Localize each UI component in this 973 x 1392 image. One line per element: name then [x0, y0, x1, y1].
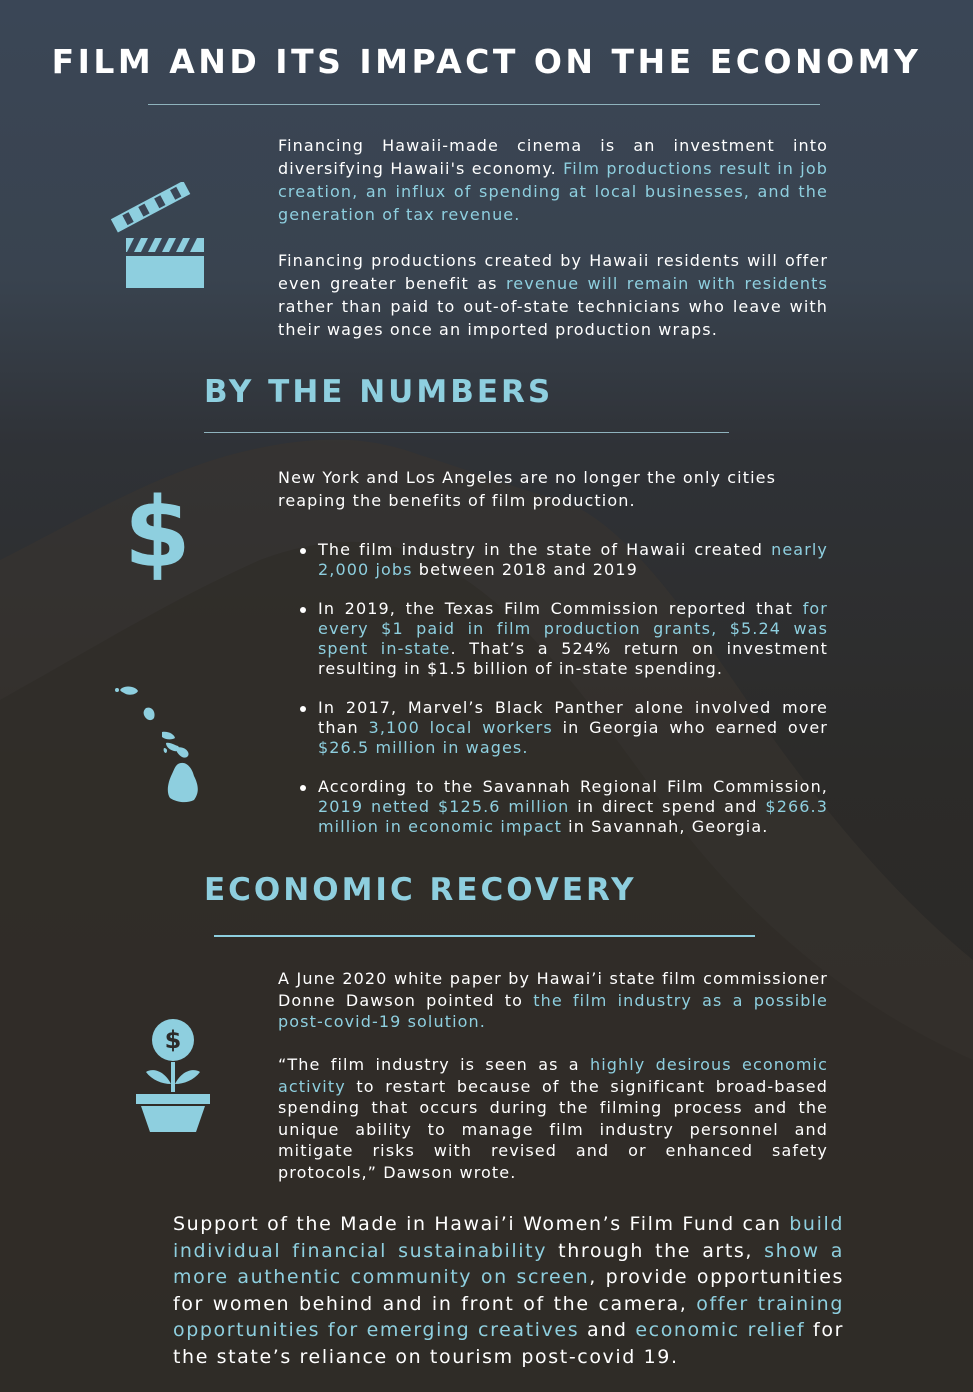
list-item: In 2019, the Texas Film Commission reported that for every $1 paid in film production grants, $5.24 was spent in-state. That’s a 524% return on investment resulting in $1.5 billion of in-state spending. [278, 599, 828, 679]
intro-paragraph-1: Financing Hawaii-made cinema is an investment into diversifying Hawaii's economy. Film productions result in job creation, an influx of spending at local businesses, and the generation of tax revenue. [278, 136, 828, 224]
recovery-paragraph-1: A June 2020 white paper by Hawai’i state film commissioner Donne Dawson pointed to the film industry as a possible post-covid-19 solution. [278, 969, 829, 1031]
dollar-sign-icon: $ [124, 477, 191, 589]
recovery-highlight-2: highly desirous economic activity [278, 1055, 828, 1096]
intro-paragraph-2: Financing productions created by Hawaii residents will offer even greater benefit as revenue will remain with residents rather than paid to out-of-state technicians who leave with their wages once an imported production wraps. [278, 251, 828, 339]
clapperboard-icon [110, 182, 208, 290]
page-title: FILM AND ITS IMPACT ON THE ECONOMY [51, 42, 922, 81]
numbers-intro: New York and Los Angeles are no longer the only cities reaping the benefits of film production. [278, 468, 777, 510]
recovery-heading: ECONOMIC RECOVERY [204, 872, 637, 908]
money-plant-dollar: $ [164, 1026, 182, 1054]
numbers-heading: BY THE NUMBERS [204, 374, 554, 410]
closing-paragraph: Support of the Made in Hawai’i Women’s Film Fund can build individual financial sustainability through the arts, show a more authentic community on screen, provide opportunities for women behind and in front of the camera, offer training opportunities for emerging creatives and economic relief for the state’s reliance on tourism post-covid 19. [173, 1213, 844, 1368]
hawaii-islands-icon [106, 682, 206, 806]
title-divider [148, 104, 820, 105]
intro-highlight-1: Film productions result in job creation, an influx of spending at local businesses, and the generation of tax revenue. [278, 159, 828, 224]
money-plant-icon [132, 1018, 214, 1134]
list-item: The film industry in the state of Hawaii created nearly 2,000 jobs between 2018 and 2019 [278, 540, 828, 580]
recovery-divider [214, 935, 755, 937]
numbers-list [278, 540, 828, 837]
recovery-paragraph-2: “The film industry is seen as a highly desirous economic activity to restart because of the significant broad-based spending that occurs during the filming process and the unique ability to manage film industry personnel and mitigate risks with revised and or enhanced safety protocols,” Dawson wrote. [278, 1055, 828, 1182]
intro-highlight-2: revenue will remain with residents [505, 274, 828, 293]
list-item: According to the Savannah Regional Film Commission, 2019 netted $125.6 million in direct spend and $266.3 million in economic impact in Savannah, Georgia. [278, 777, 828, 837]
list-item: In 2017, Marvel’s Black Panther alone involved more than 3,100 local workers in Georgia who earned over $26.5 million in wages. [278, 698, 828, 758]
numbers-divider [204, 432, 729, 433]
recovery-highlight-1: the film industry as a possible post-covid-19 solution. [278, 990, 829, 1031]
